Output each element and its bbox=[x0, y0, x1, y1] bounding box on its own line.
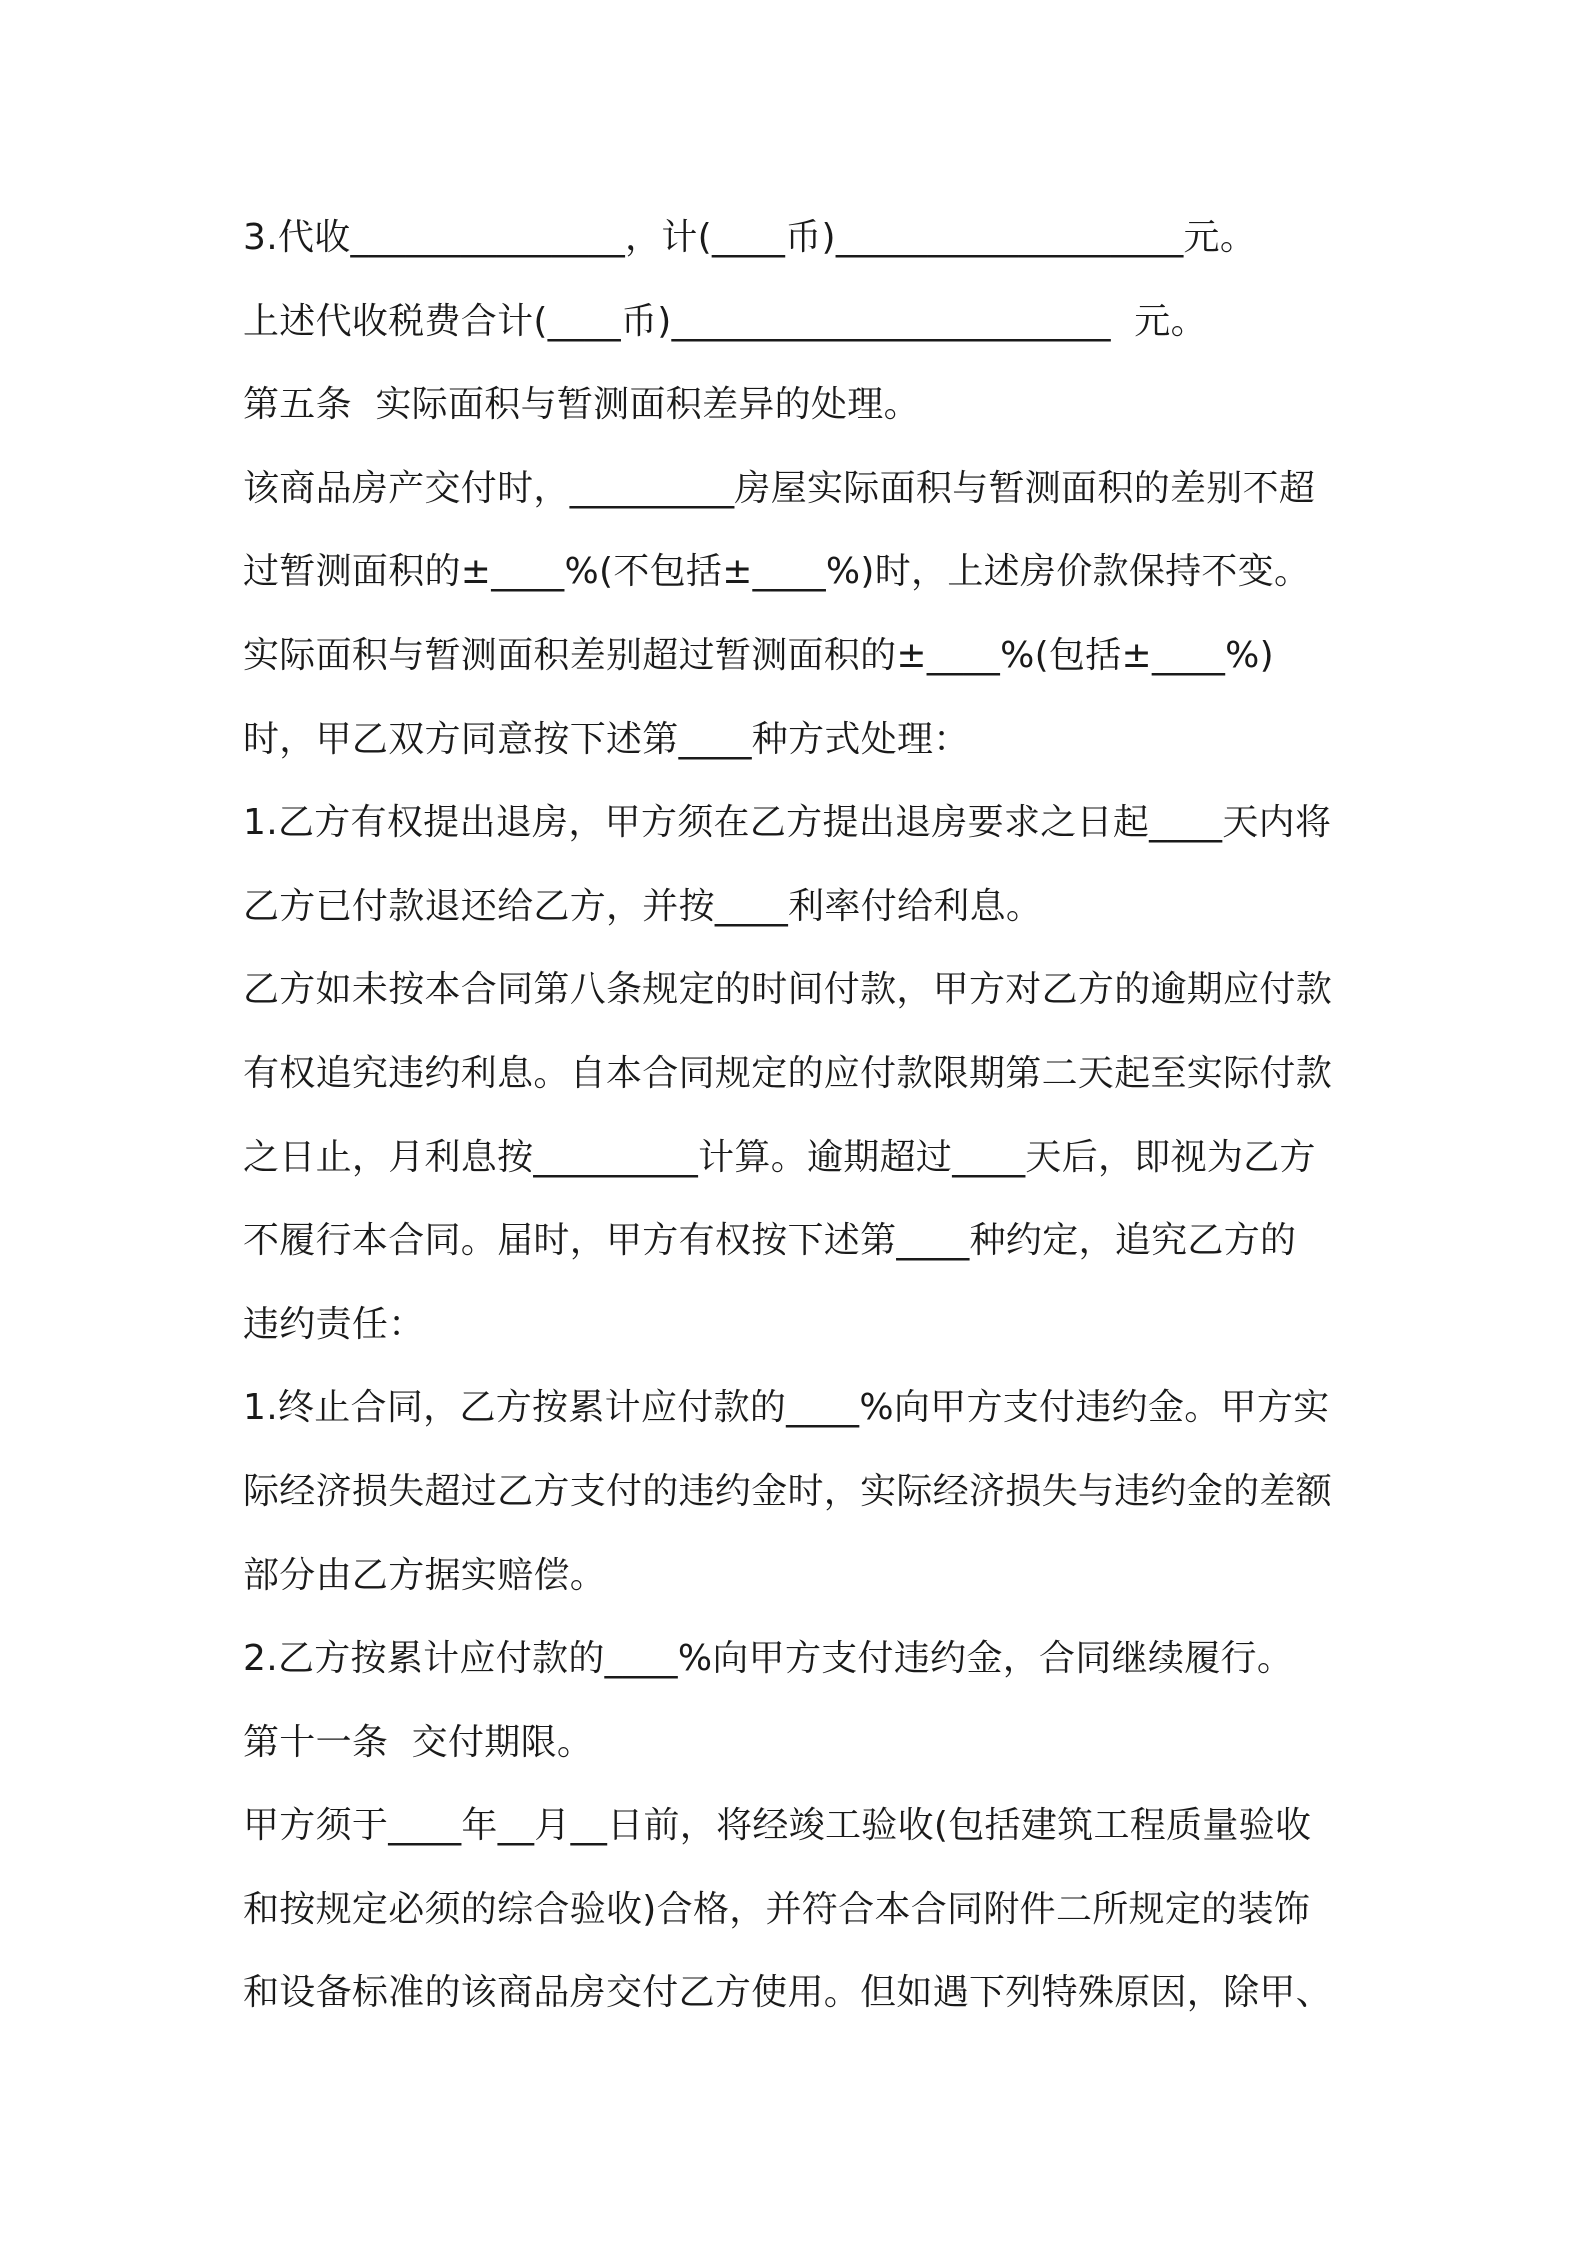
text-line: 乙方已付款退还给乙方，并按____利率付给利息。 bbox=[243, 885, 1043, 927]
text-line: 1.终止合同，乙方按累计应付款的____%向甲方支付违约金。甲方实 bbox=[243, 1387, 1330, 1429]
text-line: 乙方如未按本合同第八条规定的时间付款，甲方对乙方的逾期应付款 bbox=[243, 969, 1333, 1011]
text-line: 部分由乙方据实赔偿。 bbox=[243, 1554, 607, 1596]
text-line: 和按规定必须的综合验收)合格，并符合本合同附件二所规定的装饰 bbox=[243, 1888, 1311, 1930]
text-line: 有权追究违约利息。自本合同规定的应付款限期第二天起至实际付款 bbox=[243, 1052, 1333, 1094]
text-line: 违约责任： bbox=[243, 1303, 425, 1345]
section-heading: 第十一条 交付期限。 bbox=[243, 1721, 594, 1763]
text-line: 甲方须于____年__月__日前，将经竣工验收(包括建筑工程质量验收 bbox=[243, 1805, 1312, 1847]
section-heading: 第五条 实际面积与暂测面积差异的处理。 bbox=[243, 384, 920, 426]
text-line: 际经济损失超过乙方支付的违约金时，实际经济损失与违约金的差额 bbox=[243, 1470, 1333, 1512]
text-line: 2.乙方按累计应付款的____%向甲方支付违约金，合同继续履行。 bbox=[243, 1638, 1294, 1680]
text-line: 1.乙方有权提出退房，甲方须在乙方提出退房要求之日起____天内将 bbox=[243, 802, 1332, 844]
text-line: 和设备标准的该商品房交付乙方使用。但如遇下列特殊原因，除甲、 bbox=[243, 1972, 1333, 2014]
text-line: 上述代收税费合计(____币)________________________ 元。 bbox=[243, 300, 1207, 342]
contract-text bbox=[243, 196, 1353, 2035]
text-line: 时，甲乙双方同意按下述第____种方式处理： bbox=[243, 718, 970, 760]
text-line: 3.代收_______________，计(____币)___________________元。 bbox=[243, 217, 1257, 258]
text-line: 不履行本合同。届时，甲方有权按下述第____种约定，追究乙方的 bbox=[243, 1220, 1297, 1262]
text-line: 之日止，月利息按_________计算。逾期超过____天后，即视为乙方 bbox=[243, 1136, 1316, 1178]
text-line: 该商品房产交付时，_________房屋实际面积与暂测面积的差别不超 bbox=[243, 467, 1316, 509]
text-line: 过暂测面积的±____%(不包括±____%)时，上述房价款保持不变。 bbox=[243, 551, 1311, 593]
text-line: 实际面积与暂测面积差别超过暂测面积的±____%(包括±____%) bbox=[243, 634, 1275, 676]
